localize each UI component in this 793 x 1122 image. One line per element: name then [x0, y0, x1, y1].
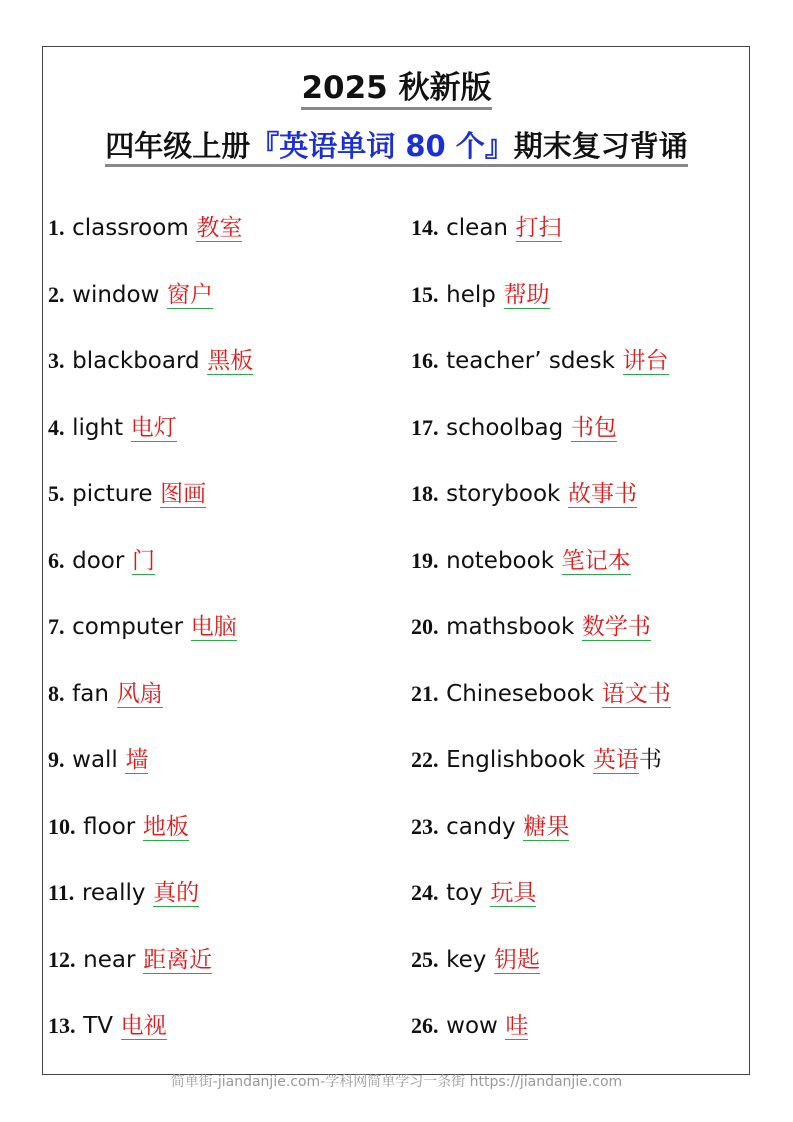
word-item: [48, 739, 253, 806]
english-word: key: [446, 946, 487, 973]
english-word: mathsbook: [446, 614, 575, 640]
word-number: 8.: [48, 680, 65, 706]
chinese-translation: 书包: [570, 414, 617, 441]
word-number: 1.: [48, 215, 65, 240]
chinese-translation: 真的: [153, 880, 200, 906]
english-word: help: [446, 281, 496, 308]
subtitle-part-words: 『英语单词 80 个』: [250, 129, 514, 163]
footer-watermark: 简单街-jiandanjie.com-学科网简单学习一条街 https://jiandanjie.com: [170, 1074, 623, 1090]
english-word: window: [72, 281, 160, 308]
word-item: [48, 939, 253, 1006]
chinese-translation: 讲台: [622, 348, 669, 374]
chinese-translation: 打扫: [515, 215, 562, 241]
word-number: 9.: [48, 747, 65, 772]
english-word: Englishbook: [446, 747, 586, 773]
english-word: light: [72, 414, 124, 441]
word-number: 2.: [48, 281, 65, 307]
word-item: [411, 274, 671, 341]
chinese-translation: 地板: [142, 813, 189, 840]
english-word: really: [81, 880, 146, 906]
word-number: 7.: [48, 614, 65, 639]
word-number: 16.: [411, 348, 439, 373]
english-word: door: [72, 547, 125, 574]
word-item: [48, 540, 253, 607]
english-word: Chinesebook: [446, 680, 595, 707]
word-item: [48, 473, 253, 540]
word-number: 4.: [48, 414, 65, 440]
chinese-translation: 钥匙: [494, 946, 541, 973]
word-number: 10.: [48, 813, 76, 839]
word-number: 13.: [48, 1013, 76, 1038]
english-word: TV: [83, 1013, 113, 1039]
word-number: 14.: [411, 215, 439, 240]
chinese-translation: 数学书: [581, 614, 651, 640]
page-title: [0, 62, 793, 107]
english-word: wall: [72, 747, 118, 773]
word-number: 25.: [411, 946, 439, 972]
word-number: 15.: [411, 281, 439, 307]
word-number: 18.: [411, 481, 439, 506]
chinese-translation: 笔记本: [561, 547, 631, 574]
chinese-translation: 图画: [160, 481, 207, 507]
word-number: 22.: [411, 747, 439, 772]
word-item: [411, 806, 671, 873]
chinese-translation: 窗户: [167, 281, 214, 308]
word-item: [411, 739, 671, 806]
word-item: [411, 407, 671, 474]
chinese-translation: 黑板: [207, 348, 254, 374]
word-number: 12.: [48, 946, 76, 972]
english-word: storybook: [446, 481, 561, 507]
chinese-translation: 门: [131, 547, 155, 574]
word-number: 11.: [48, 880, 75, 905]
english-word: near: [83, 946, 136, 973]
word-item: [411, 207, 671, 274]
chinese-translation: 距离近: [143, 946, 213, 973]
word-item: [411, 1005, 671, 1072]
chinese-translation: 电视: [120, 1013, 167, 1039]
word-number: 19.: [411, 547, 439, 573]
english-word: toy: [446, 880, 483, 906]
chinese-translation: 电灯: [130, 414, 177, 441]
english-word: teacher’ sdesk: [446, 348, 615, 374]
english-word: blackboard: [72, 348, 200, 374]
word-item: [411, 872, 671, 939]
word-item: [48, 274, 253, 341]
word-number: 6.: [48, 547, 65, 573]
word-number: 23.: [411, 813, 439, 839]
english-word: candy: [446, 813, 516, 840]
word-item: [411, 473, 671, 540]
chinese-translation: 风扇: [116, 680, 163, 707]
word-number: 17.: [411, 414, 439, 440]
word-number: 5.: [48, 481, 65, 506]
word-item: [48, 806, 253, 873]
word-item: [48, 606, 253, 673]
chinese-translation: 故事书: [567, 481, 637, 507]
subtitle-wrap: [105, 129, 688, 167]
word-item: [48, 407, 253, 474]
chinese-translation-suffix: 书: [638, 747, 662, 773]
word-number: 3.: [48, 348, 65, 373]
word-item: [48, 1005, 253, 1072]
word-number: 24.: [411, 880, 439, 905]
chinese-translation: 哇: [505, 1013, 529, 1039]
chinese-translation: 电脑: [190, 614, 237, 640]
word-item: [411, 340, 671, 407]
english-word: wow: [446, 1013, 498, 1039]
chinese-translation: 玩具: [490, 880, 537, 906]
english-word: classroom: [72, 215, 189, 241]
english-word: fan: [72, 680, 109, 707]
word-item: [411, 939, 671, 1006]
chinese-translation: 教室: [196, 215, 243, 241]
chinese-translation: 帮助: [503, 281, 550, 308]
english-word: computer: [72, 614, 184, 640]
word-number: 21.: [411, 680, 439, 706]
title-line-1: 2025 秋新版: [301, 70, 491, 110]
word-item: [411, 673, 671, 740]
word-list-right: [411, 207, 671, 1072]
word-item: [48, 340, 253, 407]
word-number: 26.: [411, 1013, 439, 1038]
word-item: [411, 540, 671, 607]
chinese-translation: 墙: [125, 747, 149, 773]
word-list-left: [48, 207, 253, 1072]
word-item: [48, 673, 253, 740]
page-subtitle: [0, 124, 793, 165]
subtitle-part-grade: 四年级上册: [105, 129, 251, 163]
english-word: clean: [446, 215, 508, 241]
chinese-translation: 糖果: [523, 813, 570, 840]
english-word: notebook: [446, 547, 555, 574]
chinese-translation: 语文书: [601, 680, 671, 707]
english-word: schoolbag: [446, 414, 564, 441]
word-item: [48, 207, 253, 274]
word-number: 20.: [411, 614, 439, 639]
chinese-translation: 英语: [592, 747, 639, 773]
english-word: floor: [83, 813, 136, 840]
english-word: picture: [72, 481, 153, 507]
word-item: [48, 872, 253, 939]
word-item: [411, 606, 671, 673]
subtitle-part-review: 期末复习背诵: [513, 129, 688, 163]
